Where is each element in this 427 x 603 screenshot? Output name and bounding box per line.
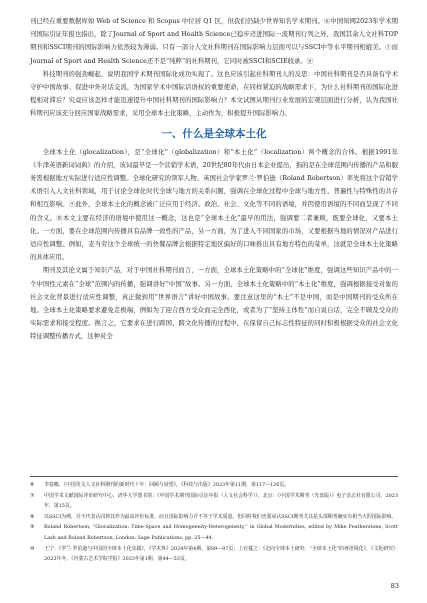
footnote-number: ⑨: [30, 524, 35, 531]
footnote-number: ⑥: [30, 482, 35, 488]
body-paragraph: 期刊及其论文属于知识产品，对于中国社科期刊而言，一方面，全球本土化策略中的“全球化”维度，强调这些知识产品中的一个中国性元素在“全球”范围内的传播，强调讲好“中国”故事。另一方面，全球本土化策略中的“本土化”维度，强调根据接受对象的社会文化背景进行适应性调整，真正做到用“世界语言”讲好中国故事。要注意这里的“本土”不是中国，而是中国期刊的受众所在地。全球本土化策略要求避免走极端，例如为了迎合西方受众而完全西化，或者为了“坚持主体性”而自说自话，完全不顾及受众的实际需求和接受程度。换言之，它要求在进行跨国、跨文化传播的过程中，在保留自己标志性特征的同时积极根据受众的社会文化特征调整传播方式，这种对全: [30, 267, 398, 341]
footnotes: [30, 476, 398, 565]
body-paragraph: 科技期刊的强劲崛起，说明我国学术期刊国际化成功实现了。这也应该引起社科期刊人的反思：中国社科期刊是否具备有学术守护中国故事、促进中外对话交流，为国家学术中国际话语权的重要使命，在同样紧迫的战略需求下，为什么社科期刊的国际化进程相对滞后？究竟应该怎样才能迅速提升中国社科期刊的国际影响力？本文试图从期刊行业发展的宏观层面进行分析，认为我国社科期刊应该充分回应国家战略需求，采用全球本土化策略，主动作为，积极提升国际影响力。: [30, 70, 398, 118]
footnote-number: ⑦: [30, 492, 35, 499]
footnote: [30, 480, 398, 491]
footnote-number: ⑧: [30, 513, 35, 520]
footnote-number: ⑩: [30, 545, 35, 552]
footnote-text: Roland Robertson, “Glocalization: Time-Space and Homogeneity-Heterogeneity,” in Global Modernities, edited by Mike Featherstone, Scott Lash and Roland Robertson, London: Sage Publications, pp. 25—44.: [44, 524, 398, 541]
footnote-text: 中国学术文献国际评价研究中心、清华大学图书馆：《中国学术期刊国际引证年报（人文社会科学）》，北京：《中国学术期刊（光盘版）》电子杂志社有限公司，2023年，第15页。: [44, 492, 398, 510]
footnote-text: 以SSCI为例，并不代表认同将其作为最高评价标准，而且国际影响力并不等于学术质量。但同时我们也要承认SSCI期刊尤其是头部期刊确实有相当大的国际影响。: [44, 513, 397, 520]
body-paragraph: 刊已经在重要数据库如 Web of Science 和 Scopus 中位居 Q1 区，但我们仍缺少世界知名学术期刊。⑥中国知网2023年学术期刊国际引证年报也指出，除了Journal of Sport and Health Science已稳步迈进国际一流期刊行列之外，我国其余人文社科TOP期刊和SSCI期刊的国际影响力依然较为薄弱。只有一部分人文社科期刊在国际影响力层面可以与SSCI中等水平期刊相媲美。⑦而Journal of Sport and Health Science还不是“纯粹”的社科期刊，它同时被SSCI和SCIE收录。⑧: [30, 18, 398, 65]
page-number: 83: [390, 582, 399, 590]
footnote: [30, 491, 398, 512]
body-paragraph: 全球本土化（glocalization），是“全球化”（globalization）和“本土化”（localization）两个概念的合体。根据1991年《牛津英语新词词典》的介绍，该词最早是一个营销学术语，20世纪80年代由日本企业提出，指的是在全球范围内传播的产品和服务需根据地方实际进行适应性调整。全球化研究的领军人物、英国社会学家罗兰·罗伯逊（Roland Robertson）率先将这个营销学术语引入人文社科领域，用于讨论全球化时代全球与地方的关系问题，强调在全球化过程中全球与地方性、普遍性与特殊性的共存和相互影响。⑨此外，全球本土化的概念被广泛应用于经济、政治、社会、文化等不同的语境，并因使用语境的不同而呈现了不同的含义。⑩本文主要在经济的语境中使用这一概念，这也是“全球本土化”最早的用法，强调要二者兼顾，既要全球化，又要本土化。一方面，要在全球范围内传播具有品牌一致性的产品，另一方面，为了进入不同国家的市场，又要根据当地的情况对产品进行适应性调整。例如，麦当劳这个全球统一的快餐品牌会根据特定地区偏好的口味推出具有地方特色的菜单，这就是全球本土化策略的具体应用。: [30, 148, 398, 262]
footnote-text: 李春娜。《中国英文人文社科期刊的新时代十年：回顾与展望》，《科技与出版》2023年第11期，第117—126页。: [44, 482, 290, 488]
footnote: [30, 522, 398, 543]
body-text: [30, 15, 398, 344]
section-heading: 一、什么是全球本土化: [161, 127, 267, 140]
footnote: [30, 512, 398, 523]
footnote-text: 王宁：《罗兰·罗伯逊与中国的全球本土化实践》，《学术界》2024年第4期，第89—97页；上官蔓之：《走向全球本土研究：“全球本土化”的再语境化》，《文化研究》2023年冬，《内蒙古艺术学院学报》2023年第1期，第44—53页。: [44, 545, 398, 563]
footnote: [30, 544, 398, 565]
